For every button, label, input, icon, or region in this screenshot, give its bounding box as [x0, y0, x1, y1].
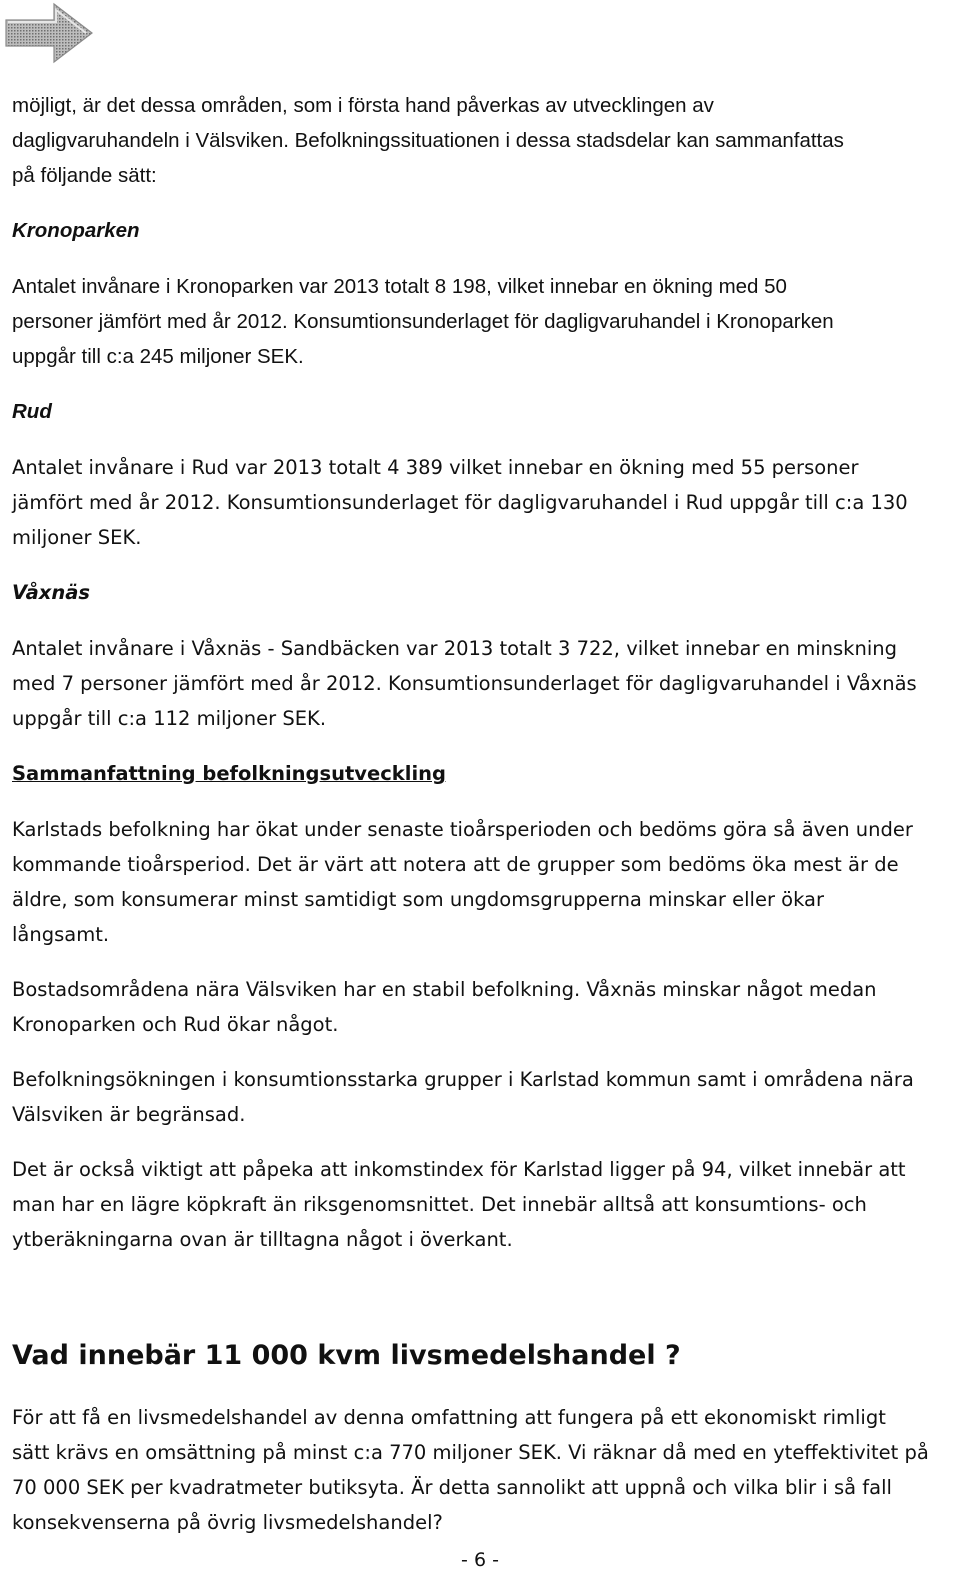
- rud-heading: Rud: [12, 400, 52, 423]
- text-line: Befolkningsökningen i konsumtionsstarka grupper i Karlstad kommun samt i områdena nära: [12, 1068, 914, 1091]
- text-line: möjligt, är det dessa områden, som i första hand påverkas av utvecklingen av: [12, 94, 714, 117]
- text-line: på följande sätt:: [12, 164, 157, 187]
- text-line: uppgår till c:a 245 miljoner SEK.: [12, 345, 304, 368]
- page-number: - 6 -: [461, 1549, 499, 1571]
- text-line: personer jämfört med år 2012. Konsumtionsunderlaget för dagligvaruhandel i Kronoparken: [12, 310, 834, 333]
- text-line: miljoner SEK.: [12, 526, 142, 549]
- text-line: Välsviken är begränsad.: [12, 1103, 246, 1126]
- text-line: 70 000 SEK per kvadratmeter butiksyta. Är detta sannolikt att uppnå och vilka blir i så fall: [12, 1476, 892, 1499]
- text-line: Antalet invånare i Rud var 2013 totalt 4 389 vilket innebar en ökning med 55 personer: [12, 456, 859, 479]
- intro-paragraph: [12, 88, 948, 193]
- text-line: Bostadsområdena nära Välsviken har en stabil befolkning. Våxnäs minskar något medan: [12, 978, 877, 1001]
- text-line: Karlstads befolkning har ökat under senaste tioårsperioden och bedöms göra så även under: [12, 818, 913, 841]
- text-line: För att få en livsmedelshandel av denna omfattning att fungera på ett ekonomiskt rimligt: [12, 1406, 886, 1429]
- summary-paragraph-2: [12, 972, 948, 1042]
- text-line: Det är också viktigt att påpeka att inkomstindex för Karlstad ligger på 94, vilket innebär att: [12, 1158, 906, 1181]
- text-line: Antalet invånare i Våxnäs - Sandbäcken var 2013 totalt 3 722, vilket innebar en minskning: [12, 637, 897, 660]
- text-line: konsekvenserna på övrig livsmedelshandel?: [12, 1511, 443, 1534]
- summary-paragraph-3: [12, 1062, 948, 1132]
- section-paragraph: [12, 1400, 948, 1540]
- text-line: dagligvaruhandeln i Välsviken. Befolkningssituationen i dessa stadsdelar kan sammanfattas: [12, 129, 844, 152]
- text-line: ytberäkningarna ovan är tilltagna något i överkant.: [12, 1228, 513, 1251]
- text-line: kommande tioårsperiod. Det är värt att notera att de grupper som bedöms öka mest är de: [12, 853, 899, 876]
- summary-paragraph-4: [12, 1152, 948, 1257]
- arrow-logo-icon: [2, 0, 94, 66]
- text-line: Antalet invånare i Kronoparken var 2013 totalt 8 198, vilket innebar en ökning med 50: [12, 275, 787, 298]
- text-line: äldre, som konsumerar minst samtidigt som ungdomsgrupperna minskar eller ökar: [12, 888, 825, 911]
- rud-paragraph: [12, 450, 948, 555]
- section-heading: Vad innebär 11 000 kvm livsmedelshandel ?: [12, 1340, 681, 1371]
- text-line: med 7 personer jämfört med år 2012. Konsumtionsunderlaget för dagligvaruhandel i Våxnäs: [12, 672, 917, 695]
- text-line: Kronoparken och Rud ökar något.: [12, 1013, 339, 1036]
- text-line: jämfört med år 2012. Konsumtionsunderlaget för dagligvaruhandel i Rud uppgår till c:a 130: [12, 491, 908, 514]
- summary-paragraph-1: [12, 812, 948, 952]
- text-line: långsamt.: [12, 923, 110, 946]
- kronoparken-heading: Kronoparken: [12, 219, 140, 242]
- text-line: uppgår till c:a 112 miljoner SEK.: [12, 707, 327, 730]
- vaxnas-paragraph: [12, 631, 948, 736]
- vaxnas-heading: Våxnäs: [12, 581, 90, 604]
- text-line: man har en lägre köpkraft än riksgenomsnittet. Det innebär alltså att konsumtions- och: [12, 1193, 867, 1216]
- summary-heading: Sammanfattning befolkningsutveckling: [12, 762, 446, 785]
- text-line: sätt krävs en omsättning på minst c:a 770 miljoner SEK. Vi räknar då med en yteffektivitet på: [12, 1441, 929, 1464]
- kronoparken-paragraph: [12, 269, 948, 374]
